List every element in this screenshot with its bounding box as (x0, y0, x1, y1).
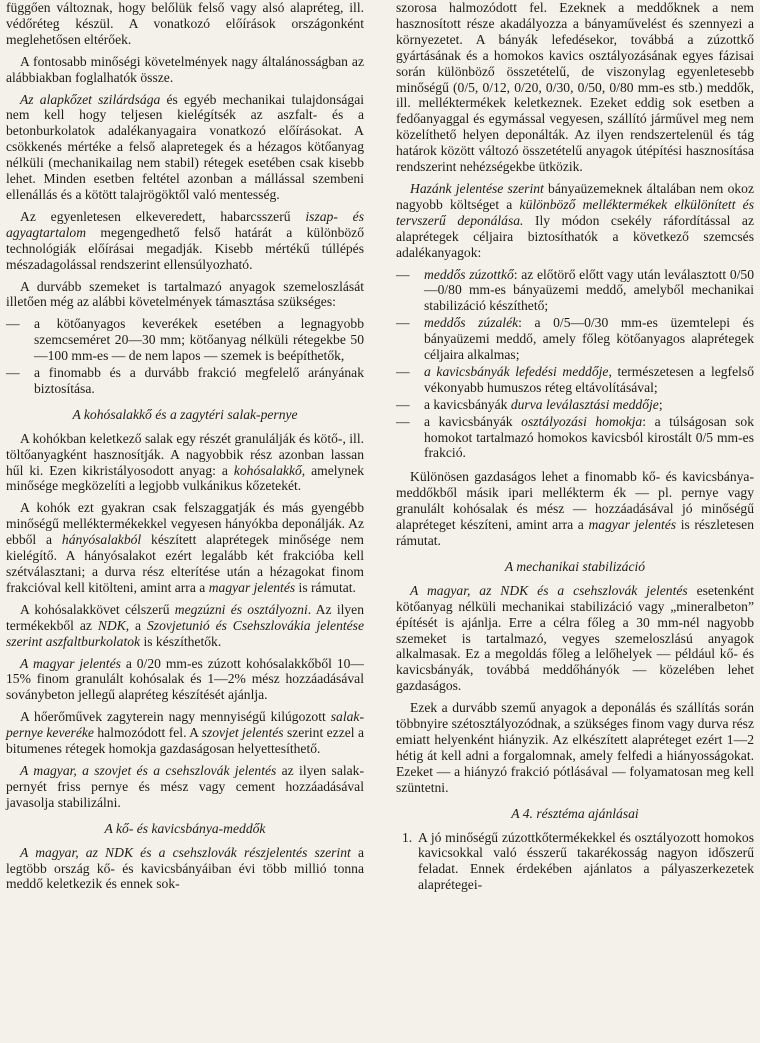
text: esetenként kötőanyag nélküli mechanikai stabilizáció vagy „mineralbeton” építését is ajánlja. Erre a célra főleg a 30 mm-nél nagyobb szemeket is tartalmazó, vegyes szemeloszlású anyagok alkalmasak. Ez a megoldás főleg a lelőhelyek — például kő- és kavicsbányák, továbbá meddőhányók — közelében lehet gazdaságos. (396, 582, 754, 694)
emphasis: osztályozási homokja (521, 413, 643, 429)
section-heading: A kohósalakkő és a zagytéri salak-pernye (72, 406, 298, 422)
paragraph (6, 500, 364, 595)
emphasis: Hazánk jelentése szerint (410, 180, 544, 196)
text: a 0/20 mm-es zúzott kohósalakkőből 10—15% finom granulált kohósalak és 1—2% mész hozzáadásával soványbeton jellegű alapréteg készítését ajánlja. (6, 655, 365, 703)
text: , a (125, 617, 147, 633)
text: : a 0/5—0/30 mm-es üzemtelepi és bányaüzemi meddő, amely főleg kötőanyagos alaprétegek céljaira alkalmas; (424, 315, 754, 363)
text: és egyéb mechanikai tulajdonságai nem kell hogy teljesen kielégítsék az aszfalt- és a betonburkolatok adalékanyagaira vonatkozó előírásokat. A csökkenés mértéke a felső alapretegek és a hézagos kötőanyag nélküli (mechanikailag nem stabil) rétegek esetében csak kisebb lehet. Minden esetben feltétel azonban a mállással szembeni ellenállás és a kötött talajrögöktől való mentesség. (6, 91, 365, 202)
text: szerint ezzel a bitumenes rétegek homokja gazdaságosan helyettesíthető. (6, 725, 364, 757)
section-heading: A mechanikai stabilizáció (504, 558, 646, 574)
item-number: 1. (402, 829, 413, 845)
emphasis: magyar jelentés (588, 517, 677, 533)
text: A kohókban keletkező salak egy részét granulálják és kötő-, ill. töltőanyagként hasznosítják. A nagyobbik rész azonban lassan hűl ki. Ezen kikristályosodott anyag: a (6, 430, 364, 478)
list-item (396, 397, 754, 413)
emphasis: A magyar, a szovjet és a csehszlovák jelentés (20, 762, 277, 778)
text: is részletesen rámutat. (396, 517, 755, 548)
text: megengedhető felső határát a különböző technológiák előírásai megadják. Kisebb mértékű túllépés mészadagolással rendszerint ellensúlyozható. (6, 224, 364, 272)
list-item (396, 414, 754, 462)
text: A hőerőművek zagyterein nagy mennyiségű kilúgozott (20, 709, 331, 725)
emphasis: kohósalakkő (233, 462, 302, 478)
emphasis: A magyar, az NDK és a csehszlovák jelentés (410, 582, 688, 598)
requirements-list (6, 316, 364, 397)
paragraph (396, 583, 754, 694)
emphasis: magyar jelentés (208, 579, 296, 595)
list-item (396, 830, 754, 894)
section-heading: A kő- és kavicsbánya-meddők (104, 820, 266, 836)
text: Az egyenletesen elkeveredett, habarcsszerű (20, 208, 306, 224)
paragraph (396, 469, 754, 549)
paragraph: függően változnak, hogy belőlük felső vagy alsó alapréteg, ill. védőréteg készül. A vonatkozó előírások országonként meglehetősen eltérőek. (6, 0, 364, 47)
emphasis: A magyar jelentés (20, 655, 121, 671)
emphasis: meddős zúzalék (424, 315, 519, 331)
paragraph: szorosa halmozódott fel. Ezeknek a meddőknek a nem hasznosított része akadályozza a bányaművelést és szennyezi a környezetet. A bányák lefedésekor, továbbá a zúzottkő gyártásának és a homokos kavics osztályozásának egyes fázisai során különböző összetételű, de viszonylag egyenletesebb minőségű (0/5, 0/12, 0/20, 0/30, 0/50, 0/80 mm-es stb.) meddők, ill. melléktermékek keletkeznek. Ezeket eddig sok esetben a fedőanyaggal és egymással vegyesen, szállító járművel meg nem közelíthető helyen deponálták. Az ilyen rendszertelenül és tág határok között változó összetételű anyagok útépítési hasznosítása rendszerint nehézségekbe ütközik. (396, 0, 754, 175)
paragraph (396, 181, 754, 261)
text: bányaüzemeknek általában nem okoz nagyobb költséget a (396, 180, 754, 212)
emphasis: a kavicsbányák lefedési meddője (424, 363, 609, 379)
text: is készíthetők. (140, 633, 222, 649)
text: a kavicsbányák (424, 396, 511, 412)
text: A jó minőségű zúzottkőtermékekkel és osztályozott homokos kavicsokkal való ésszerű takarékosság nagyon időszerű feladat. Ennek érdekében ajánlatos a pályaszerkezetek alaprétegei- (418, 829, 754, 893)
text: halmozódott fel. A (93, 725, 202, 741)
paragraph (6, 431, 364, 495)
paragraph: A durvább szemeket is tartalmazó anyagok szemeloszlását illetően még az alábbi követelmények támasztása szükséges: (6, 278, 364, 310)
text: , természetesen a legfelső vékonyabb humuszos réteg eltávolításával; (424, 363, 754, 395)
emphasis: A magyar, az NDK és a csehszlovák részjelentés szerint (20, 844, 351, 860)
text: : az előtörő előtt vagy után leválasztott 0/50—0/80 mm-es bányaüzemi meddő, amelyből mechanikai stabilizáció készíthető; (424, 266, 754, 314)
right-column (396, 0, 754, 893)
paragraph (6, 92, 364, 203)
emphasis: Szovjetunió és Csehszlovákia jelentése szerint aszfaltburkolatok (6, 617, 365, 649)
section-heading: A 4. résztéma ajánlásai (511, 805, 639, 821)
text: az ilyen salak-pernyét friss pernye és mész vagy cement hozzáadásával javasolja stabilizálni. (6, 762, 364, 810)
text: a kavicsbányák (424, 413, 522, 429)
text: , amelynek minősége megközelíti a legjobb vulkánikus kőzetekét. (6, 462, 364, 494)
text: A kohók ezt gyakran csak felszaggatják és más gyengébb minőségű melléktermékekkel vegyesen hányókba deponálják. Az ebből a (6, 500, 364, 548)
list-item (396, 267, 754, 315)
text: . Az ilyen termékekből az (6, 601, 365, 633)
text: készített alaprétegek minősége nem kielégítő. A hányósalakot ezért legalább két frakcióba kell szétválasztani; a durva rész elterítése után a hézagokat finom frakcióval kell kitölteni, amint arra a (6, 532, 364, 595)
emphasis: iszap- és agyagtartalom (6, 208, 365, 240)
emphasis: szovjet jelentés (201, 725, 284, 741)
list-item: — a kötőanyagos keverékek esetében a legnagyobb szemcseméret 20—30 mm; kötőanyag nélküli rétegekbe 50—100 mm-es — de nem lapos — szemek is beépíthetők, (6, 316, 364, 364)
emphasis: hányósalakból (61, 532, 142, 548)
paragraph (6, 763, 364, 811)
emphasis: különböző melléktermékek elkülönített és tervszerű deponálása. (396, 196, 755, 228)
emphasis: Az alapkőzet szilárdsága (20, 91, 161, 107)
text: : a túlságosan sok homokot tartalmazó homokos kavicsból kirostált 0/5 mm-es frakció. (424, 413, 754, 461)
paragraph (6, 209, 364, 273)
left-column (6, 0, 364, 898)
text: A kohósalakkövet célszerű (20, 601, 175, 617)
emphasis: durva leválasztási meddője (510, 396, 659, 412)
text: Ily módon csekély ráfordítással az alaprétegek céljaira biztosíthatók a következő szemcsés adalékanyagok: (396, 212, 754, 260)
emphasis: salak-pernye keveréke (6, 709, 364, 741)
list-item (396, 315, 754, 363)
paragraph (6, 656, 364, 704)
paragraph: Ezek a durvább szemű anyagok a deponálás és szállítás során többnyire szétosztályozódnak, a szükséges finom vagy durva rész emiatt helyenként hiányzik. Az elkészített alapréteget ezért 1—2 hétig át kell adni a forgalomnak, amely felfedi a hiányosságokat. Ezeket — a hiányzó frakció pótlásával — folyamatosan meg kell szüntetni. (396, 700, 754, 795)
text: a legtöbb ország kő- és kavicsbányáiban évi több millió tonna meddő keletkezik és ennek sok- (6, 844, 364, 892)
list-item: — a finomabb és a durvább frakció megfelelő arányának biztosítása. (6, 365, 364, 397)
emphasis: meddős zúzottkő (424, 266, 514, 282)
emphasis: NDK (97, 617, 126, 633)
paragraph (6, 845, 364, 893)
recommendations-list (396, 830, 754, 894)
aggregates-list (396, 267, 754, 462)
text: is rámutat. (295, 579, 356, 595)
paragraph (6, 602, 364, 650)
emphasis: megzúzni és osztályozni (174, 601, 308, 617)
list-item (396, 364, 754, 396)
text: Különösen gazdaságos lehet a finomabb kő- és kavicsbánya-meddőkből másik ipari mellékterm ék — pl. pernye vagy granulált kohósalak és mész — hozzáadásával jó minőségű alapréteget készíteni, amint arra a (396, 469, 754, 533)
text: ; (658, 396, 663, 412)
paragraph (6, 709, 364, 757)
paragraph: A fontosabb minőségi követelmények nagy általánosságban az alábbiakban foglalhatók össze. (6, 53, 364, 85)
